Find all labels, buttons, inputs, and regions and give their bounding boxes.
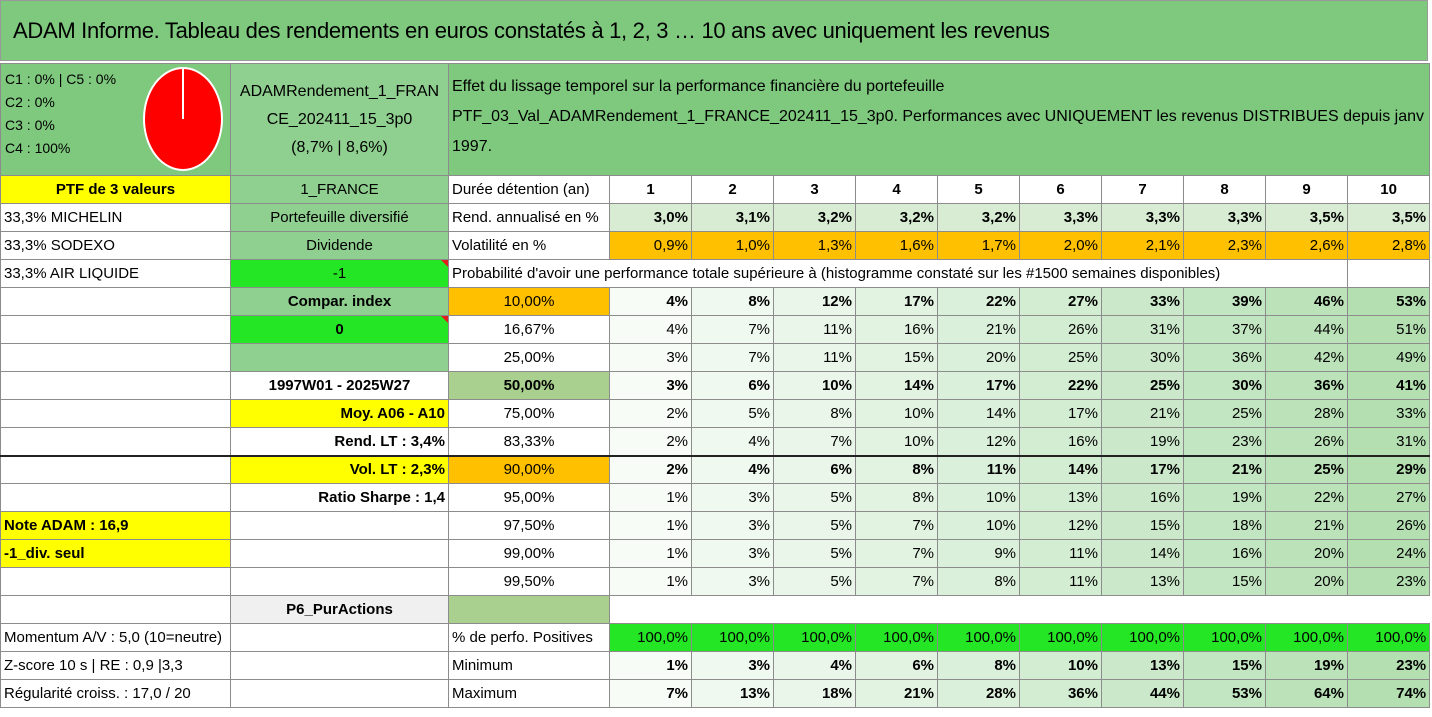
prob-value: 2%	[610, 428, 692, 456]
prob-value: 21%	[1266, 512, 1348, 540]
ptf-label: PTF de 3 valeurs	[1, 176, 231, 204]
empty-cell	[231, 540, 449, 568]
prob-value: 41%	[1348, 372, 1430, 400]
prob-value: 17%	[1102, 456, 1184, 484]
empty-cell	[1, 344, 231, 372]
p6-label: P6_PurActions	[231, 596, 449, 624]
prob-threshold: 10,00%	[449, 288, 610, 316]
empty-cell	[1020, 596, 1102, 624]
prob-value: 28%	[1266, 400, 1348, 428]
momentum-label: Momentum A/V : 5,0 (10=neutre)	[1, 624, 231, 652]
table-row	[1, 652, 1430, 680]
pie-label: C4 : 100%	[5, 140, 71, 156]
period-label: 1997W01 - 2025W27	[231, 372, 449, 400]
prob-value: 23%	[1348, 568, 1430, 596]
holding-michelin: 33,3% MICHELIN	[1, 204, 231, 232]
empty-cell	[1, 316, 231, 344]
rend-value: 3,3%	[1020, 204, 1102, 232]
vol-value: 0,9%	[610, 232, 692, 260]
prob-value: 5%	[774, 568, 856, 596]
prob-value: 10%	[938, 512, 1020, 540]
rend-label: Rend. annualisé en %	[449, 204, 610, 232]
min-value: 8%	[938, 652, 1020, 680]
year-header: 6	[1020, 176, 1102, 204]
year-header: 10	[1348, 176, 1430, 204]
prob-title: Probabilité d'avoir une performance totale supérieure à (histogramme constaté sur les #1500 semaines disponibles)	[449, 260, 1348, 288]
max-value: 36%	[1020, 680, 1102, 708]
max-value: 53%	[1184, 680, 1266, 708]
table-row	[1, 596, 1430, 624]
table-row	[1, 428, 1430, 456]
prob-value: 51%	[1348, 316, 1430, 344]
rend-value: 3,2%	[774, 204, 856, 232]
vol-value: 2,6%	[1266, 232, 1348, 260]
prob-value: 2%	[610, 456, 692, 484]
fund-name-line1: ADAMRendement_1_FRAN	[239, 82, 440, 100]
rend-value: 3,3%	[1184, 204, 1266, 232]
empty-cell	[231, 512, 449, 540]
table-row	[1, 288, 1430, 316]
prob-value: 26%	[1348, 512, 1430, 540]
prob-value: 14%	[1102, 540, 1184, 568]
note-adam: Note ADAM : 16,9	[1, 512, 231, 540]
prob-value: 5%	[774, 512, 856, 540]
vol-value: 1,6%	[856, 232, 938, 260]
prob-value: 13%	[1020, 484, 1102, 512]
prob-value: 1%	[610, 484, 692, 512]
table-row	[1, 456, 1430, 484]
prob-threshold: 95,00%	[449, 484, 610, 512]
empty-cell	[1, 568, 231, 596]
prob-value: 10%	[938, 484, 1020, 512]
prob-value: 20%	[1266, 568, 1348, 596]
vol-value: 1,0%	[692, 232, 774, 260]
prob-value: 22%	[1266, 484, 1348, 512]
prob-value: 19%	[1184, 484, 1266, 512]
prob-value: 16%	[1102, 484, 1184, 512]
prob-value: 29%	[1348, 456, 1430, 484]
max-value: 13%	[692, 680, 774, 708]
prob-value: 8%	[856, 456, 938, 484]
prob-value: 7%	[692, 344, 774, 372]
prob-value: 5%	[774, 484, 856, 512]
prob-value: 8%	[692, 288, 774, 316]
empty-cell	[231, 652, 449, 680]
prob-value: 30%	[1102, 344, 1184, 372]
rend-value: 3,2%	[856, 204, 938, 232]
prob-value: 3%	[610, 372, 692, 400]
fund-name-cell	[231, 64, 449, 176]
prob-value: 13%	[1102, 568, 1184, 596]
table-row	[1, 344, 1430, 372]
max-value: 21%	[856, 680, 938, 708]
zscore-label: Z-score 10 s | RE : 0,9 |3,3	[1, 652, 231, 680]
prob-value: 27%	[1348, 484, 1430, 512]
table-row	[1, 680, 1430, 708]
prob-value: 33%	[1102, 288, 1184, 316]
pos-value: 100,0%	[1102, 624, 1184, 652]
description-line2: PTF_03_Val_ADAMRendement_1_FRANCE_202411_15_3p0. Performances avec UNIQUEMENT les revenus DISTRIBUES depuis janv 1997.	[452, 108, 1425, 155]
allocation-pie-chart	[141, 66, 225, 172]
empty-cell	[610, 596, 692, 624]
pos-label: % de perfo. Positives	[449, 624, 610, 652]
div-seul: -1_div. seul	[1, 540, 231, 568]
min-value: 6%	[856, 652, 938, 680]
prob-value: 1%	[610, 568, 692, 596]
pos-value: 100,0%	[1266, 624, 1348, 652]
prob-value: 10%	[856, 428, 938, 456]
prob-value: 44%	[1266, 316, 1348, 344]
rend-value: 3,5%	[1266, 204, 1348, 232]
prob-value: 3%	[610, 344, 692, 372]
prob-threshold: 99,50%	[449, 568, 610, 596]
empty-cell	[1, 484, 231, 512]
prob-value: 4%	[610, 316, 692, 344]
table-row	[1, 568, 1430, 596]
empty-cell	[231, 680, 449, 708]
vol-label: Volatilité en %	[449, 232, 610, 260]
vol-value: 1,3%	[774, 232, 856, 260]
prob-value: 11%	[1020, 568, 1102, 596]
empty-cell	[1, 288, 231, 316]
pos-value: 100,0%	[938, 624, 1020, 652]
table-row	[1, 176, 1430, 204]
sharpe-label: Ratio Sharpe : 1,4	[231, 484, 449, 512]
vol-value: 2,3%	[1184, 232, 1266, 260]
prob-value: 25%	[1184, 400, 1266, 428]
report-title: ADAM Informe. Tableau des rendements en euros constatés à 1, 2, 3 … 10 ans avec uniquement les revenus	[0, 0, 1428, 61]
pie-legend-cell	[1, 64, 231, 176]
empty-cell	[231, 568, 449, 596]
prob-value: 23%	[1184, 428, 1266, 456]
rend-value: 3,2%	[938, 204, 1020, 232]
prob-value: 3%	[692, 540, 774, 568]
vol-value: 2,0%	[1020, 232, 1102, 260]
prob-value: 21%	[1184, 456, 1266, 484]
year-header: 3	[774, 176, 856, 204]
prob-value: 5%	[774, 540, 856, 568]
prob-threshold: 75,00%	[449, 400, 610, 428]
prob-value: 31%	[1102, 316, 1184, 344]
empty-cell	[1348, 596, 1430, 624]
min-value: 23%	[1348, 652, 1430, 680]
prob-value: 30%	[1184, 372, 1266, 400]
table-row	[1, 204, 1430, 232]
prob-value: 7%	[856, 540, 938, 568]
year-header: 7	[1102, 176, 1184, 204]
prob-threshold: 99,00%	[449, 540, 610, 568]
portefeuille-label: Portefeuille diversifié	[231, 204, 449, 232]
duree-label: Durée détention (an)	[449, 176, 610, 204]
empty-cell	[774, 596, 856, 624]
pos-value: 100,0%	[1184, 624, 1266, 652]
max-label: Maximum	[449, 680, 610, 708]
min-value: 10%	[1020, 652, 1102, 680]
prob-value: 10%	[856, 400, 938, 428]
pos-value: 100,0%	[1020, 624, 1102, 652]
prob-value: 31%	[1348, 428, 1430, 456]
empty-cell	[1, 400, 231, 428]
year-header: 8	[1184, 176, 1266, 204]
prob-value: 7%	[856, 568, 938, 596]
prob-value: 25%	[1102, 372, 1184, 400]
empty-cell	[231, 624, 449, 652]
table-row	[1, 316, 1430, 344]
max-value: 18%	[774, 680, 856, 708]
prob-value: 5%	[692, 400, 774, 428]
vol-value: 1,7%	[938, 232, 1020, 260]
prob-value: 20%	[938, 344, 1020, 372]
max-value: 74%	[1348, 680, 1430, 708]
empty-cell	[1348, 260, 1430, 288]
prob-value: 16%	[856, 316, 938, 344]
year-header: 1	[610, 176, 692, 204]
empty-cell	[1, 596, 231, 624]
empty-cell	[938, 596, 1020, 624]
prob-value: 17%	[938, 372, 1020, 400]
max-value: 64%	[1266, 680, 1348, 708]
min-value: 15%	[1184, 652, 1266, 680]
prob-value: 37%	[1184, 316, 1266, 344]
prob-threshold: 16,67%	[449, 316, 610, 344]
description-line1: Effet du lissage temporel sur la performance financière du portefeuille	[452, 78, 945, 95]
prob-value: 21%	[938, 316, 1020, 344]
prob-value: 8%	[774, 400, 856, 428]
prob-value: 24%	[1348, 540, 1430, 568]
holding-sodexo: 33,3% SODEXO	[1, 232, 231, 260]
prob-threshold: 50,00%	[449, 372, 610, 400]
prob-value: 12%	[1020, 512, 1102, 540]
rend-lt-label: Rend. LT : 3,4%	[231, 428, 449, 456]
vol-lt-label: Vol. LT : 2,3%	[231, 456, 449, 484]
prob-value: 25%	[1266, 456, 1348, 484]
prob-value: 8%	[938, 568, 1020, 596]
pos-value: 100,0%	[774, 624, 856, 652]
min-value: 3%	[692, 652, 774, 680]
table-row	[1, 260, 1430, 288]
prob-value: 42%	[1266, 344, 1348, 372]
prob-value: 11%	[938, 456, 1020, 484]
empty-cell	[231, 344, 449, 372]
prob-value: 39%	[1184, 288, 1266, 316]
fund-name-line2: CE_202411_15_3p0	[266, 110, 413, 128]
empty-cell	[1, 372, 231, 400]
prob-value: 2%	[610, 400, 692, 428]
prob-value: 33%	[1348, 400, 1430, 428]
prob-value: 8%	[856, 484, 938, 512]
compar-index-value: 0	[231, 316, 449, 344]
prob-value: 15%	[856, 344, 938, 372]
table-row	[1, 400, 1430, 428]
prob-value: 7%	[856, 512, 938, 540]
min-value: 13%	[1102, 652, 1184, 680]
prob-value: 14%	[938, 400, 1020, 428]
prob-value: 7%	[774, 428, 856, 456]
rend-value: 3,3%	[1102, 204, 1184, 232]
prob-value: 18%	[1184, 512, 1266, 540]
pos-value: 100,0%	[610, 624, 692, 652]
dividende-label: Dividende	[231, 232, 449, 260]
year-header: 9	[1266, 176, 1348, 204]
compar-index-label: Compar. index	[231, 288, 449, 316]
regularite-label: Régularité croiss. : 17,0 / 20	[1, 680, 231, 708]
prob-value: 16%	[1184, 540, 1266, 568]
prob-value: 17%	[1020, 400, 1102, 428]
prob-value: 6%	[692, 372, 774, 400]
empty-cell	[1184, 596, 1266, 624]
table-row	[1, 372, 1430, 400]
prob-value: 9%	[938, 540, 1020, 568]
year-header: 2	[692, 176, 774, 204]
prob-value: 21%	[1102, 400, 1184, 428]
vol-value: 2,8%	[1348, 232, 1430, 260]
min-value: 1%	[610, 652, 692, 680]
rend-value: 3,5%	[1348, 204, 1430, 232]
table-row	[1, 540, 1430, 568]
prob-value: 26%	[1266, 428, 1348, 456]
min-value: 4%	[774, 652, 856, 680]
prob-value: 46%	[1266, 288, 1348, 316]
prob-value: 22%	[938, 288, 1020, 316]
year-header: 5	[938, 176, 1020, 204]
year-header: 4	[856, 176, 938, 204]
min-value: 19%	[1266, 652, 1348, 680]
prob-value: 1%	[610, 540, 692, 568]
prob-value: 7%	[692, 316, 774, 344]
rend-value: 3,1%	[692, 204, 774, 232]
prob-value: 10%	[774, 372, 856, 400]
prob-value: 36%	[1266, 372, 1348, 400]
prob-value: 4%	[610, 288, 692, 316]
prob-value: 20%	[1266, 540, 1348, 568]
empty-cell	[1102, 596, 1184, 624]
prob-value: 4%	[692, 428, 774, 456]
description-cell	[449, 64, 1430, 176]
prob-value: 1%	[610, 512, 692, 540]
prob-value: 27%	[1020, 288, 1102, 316]
prob-value: 22%	[1020, 372, 1102, 400]
prob-value: 19%	[1102, 428, 1184, 456]
max-value: 28%	[938, 680, 1020, 708]
prob-value: 16%	[1020, 428, 1102, 456]
empty-cell	[1, 428, 231, 456]
empty-cell	[692, 596, 774, 624]
table-row	[1, 512, 1430, 540]
prob-value: 11%	[774, 344, 856, 372]
prob-value: 12%	[774, 288, 856, 316]
pie-label: C3 : 0%	[5, 117, 55, 133]
prob-value: 36%	[1184, 344, 1266, 372]
table-row	[1, 232, 1430, 260]
empty-cell	[1, 456, 231, 484]
holding-air-liquide: 33,3% AIR LIQUIDE	[1, 260, 231, 288]
pos-value: 100,0%	[1348, 624, 1430, 652]
results-sheet	[0, 63, 1430, 708]
prob-threshold: 90,00%	[449, 456, 610, 484]
empty-cell	[449, 596, 610, 624]
pos-value: 100,0%	[692, 624, 774, 652]
minus-one-value: -1	[231, 260, 449, 288]
empty-cell	[856, 596, 938, 624]
moy-label: Moy. A06 - A10	[231, 400, 449, 428]
prob-threshold: 83,33%	[449, 428, 610, 456]
table-row	[1, 484, 1430, 512]
ptf-code: 1_FRANCE	[231, 176, 449, 204]
prob-value: 49%	[1348, 344, 1430, 372]
prob-value: 17%	[856, 288, 938, 316]
prob-value: 6%	[774, 456, 856, 484]
pie-labels	[5, 68, 116, 160]
prob-value: 14%	[856, 372, 938, 400]
pie-label: C2 : 0%	[5, 94, 55, 110]
max-value: 44%	[1102, 680, 1184, 708]
pos-value: 100,0%	[856, 624, 938, 652]
prob-value: 15%	[1102, 512, 1184, 540]
rend-value: 3,0%	[610, 204, 692, 232]
table-row	[1, 624, 1430, 652]
prob-threshold: 25,00%	[449, 344, 610, 372]
min-label: Minimum	[449, 652, 610, 680]
fund-perf: (8,7% | 8,6%)	[291, 138, 388, 156]
prob-value: 15%	[1184, 568, 1266, 596]
pie-label: C1 : 0% | C5 : 0%	[5, 71, 117, 87]
prob-value: 12%	[938, 428, 1020, 456]
prob-value: 26%	[1020, 316, 1102, 344]
prob-value: 3%	[692, 568, 774, 596]
prob-value: 3%	[692, 512, 774, 540]
prob-value: 14%	[1020, 456, 1102, 484]
prob-value: 11%	[774, 316, 856, 344]
prob-value: 25%	[1020, 344, 1102, 372]
prob-value: 4%	[692, 456, 774, 484]
prob-value: 53%	[1348, 288, 1430, 316]
prob-value: 3%	[692, 484, 774, 512]
empty-cell	[1266, 596, 1348, 624]
max-value: 7%	[610, 680, 692, 708]
prob-threshold: 97,50%	[449, 512, 610, 540]
prob-value: 11%	[1020, 540, 1102, 568]
vol-value: 2,1%	[1102, 232, 1184, 260]
